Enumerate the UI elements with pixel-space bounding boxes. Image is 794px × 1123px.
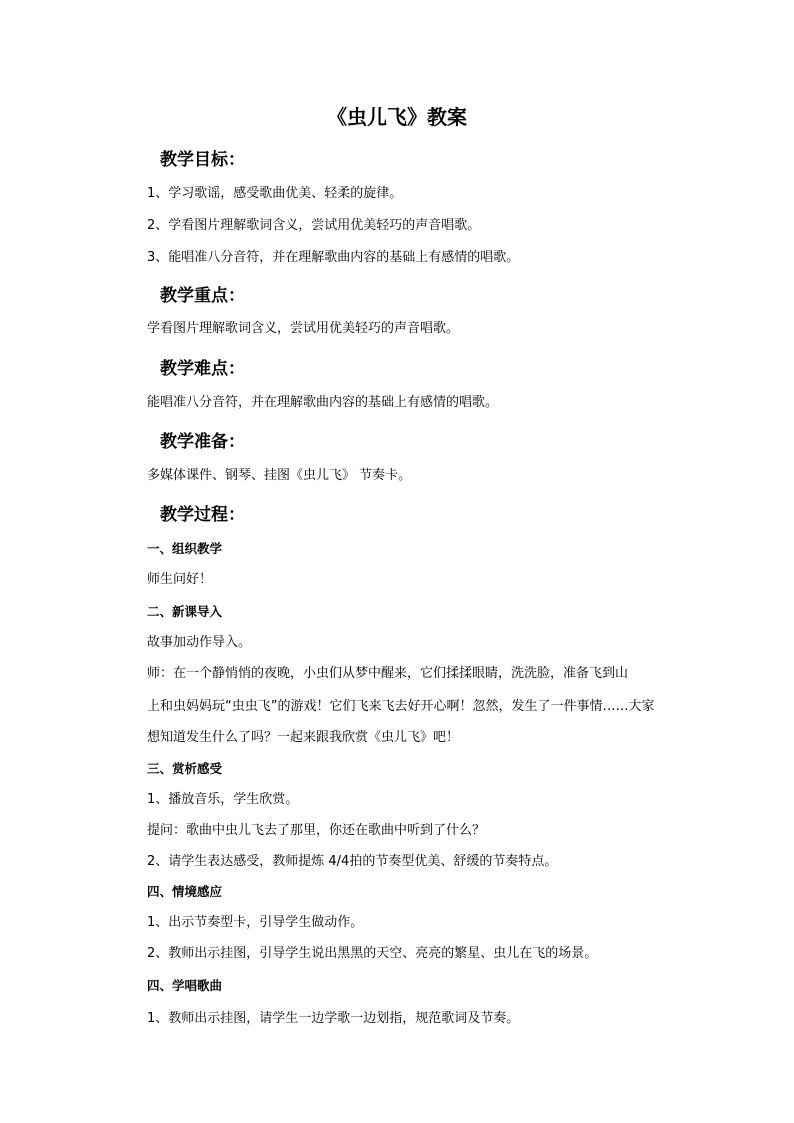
- situation-item-2: 2、教师出示挂图，引导学生说出黑黑的天空、亮亮的繁星、虫儿在飞的场景。: [147, 946, 598, 961]
- section-intro-text: 故事加动作导入。: [147, 635, 252, 650]
- story-line-3: 想知道发生什么了吗？一起来跟我欣赏《虫儿飞》吧！: [147, 730, 460, 745]
- appreciate-item-2: 提问：歌曲中虫儿飞去了那里，你还在歌曲中听到了什么？: [147, 823, 486, 838]
- goal-item-1: 1、学习歌谣，感受歌曲优美、轻柔的旋律。: [147, 186, 403, 201]
- goal-item-3: 3、能唱准八分音符，并在理解歌曲内容的基础上有感情的唱歌。: [147, 250, 520, 265]
- section-organize-text: 师生问好！: [147, 572, 213, 587]
- preparation-text: 多媒体课件、钢琴、挂图《虫儿飞》 节奏卡。: [147, 468, 412, 483]
- goal-item-2: 2、学看图片理解歌词含义，尝试用优美轻巧的声音唱歌。: [147, 218, 481, 233]
- heading-difficulty: 教学难点：: [160, 359, 245, 379]
- heading-process: 教学过程：: [160, 505, 245, 525]
- situation-item-1: 1、出示节奏型卡，引导学生做动作。: [147, 915, 364, 930]
- learn-song-item-1: 1、教师出示挂图，请学生一边学歌一边划指，规范歌词及节奏。: [147, 1011, 520, 1026]
- document-title: 《虫儿飞》教案: [327, 105, 467, 129]
- heading-goals: 教学目标：: [160, 150, 245, 170]
- section-situation-title: 四、情境感应: [147, 884, 223, 899]
- story-line-1: 师：在一个静悄悄的夜晚，小虫们从梦中醒来，它们揉揉眼睛，洗洗脸，准备飞到山: [147, 666, 629, 681]
- heading-preparation: 教学准备：: [160, 432, 245, 452]
- key-point-text: 学看图片理解歌词含义，尝试用优美轻巧的声音唱歌。: [147, 321, 460, 336]
- appreciate-item-3: 2、请学生表达感受，教师提炼 4/4拍的节奏型优美、舒缓的节奏特点。: [147, 854, 558, 869]
- heading-key-point: 教学重点：: [160, 286, 245, 306]
- section-appreciate-title: 三、赏析感受: [147, 761, 223, 776]
- difficulty-text: 能唱准八分音符，并在理解歌曲内容的基础上有感情的唱歌。: [147, 395, 499, 410]
- section-intro-title: 二、新课导入: [147, 604, 223, 619]
- section-organize-title: 一、组织教学: [147, 541, 223, 556]
- appreciate-item-1: 1、播放音乐，学生欣赏。: [147, 792, 299, 807]
- story-line-2: 上和虫妈妈玩“虫虫飞”的游戏！它们飞来飞去好开心啊！忽然，发生了一件事情……大家: [147, 699, 655, 714]
- section-learn-song-title: 四、学唱歌曲: [147, 978, 223, 993]
